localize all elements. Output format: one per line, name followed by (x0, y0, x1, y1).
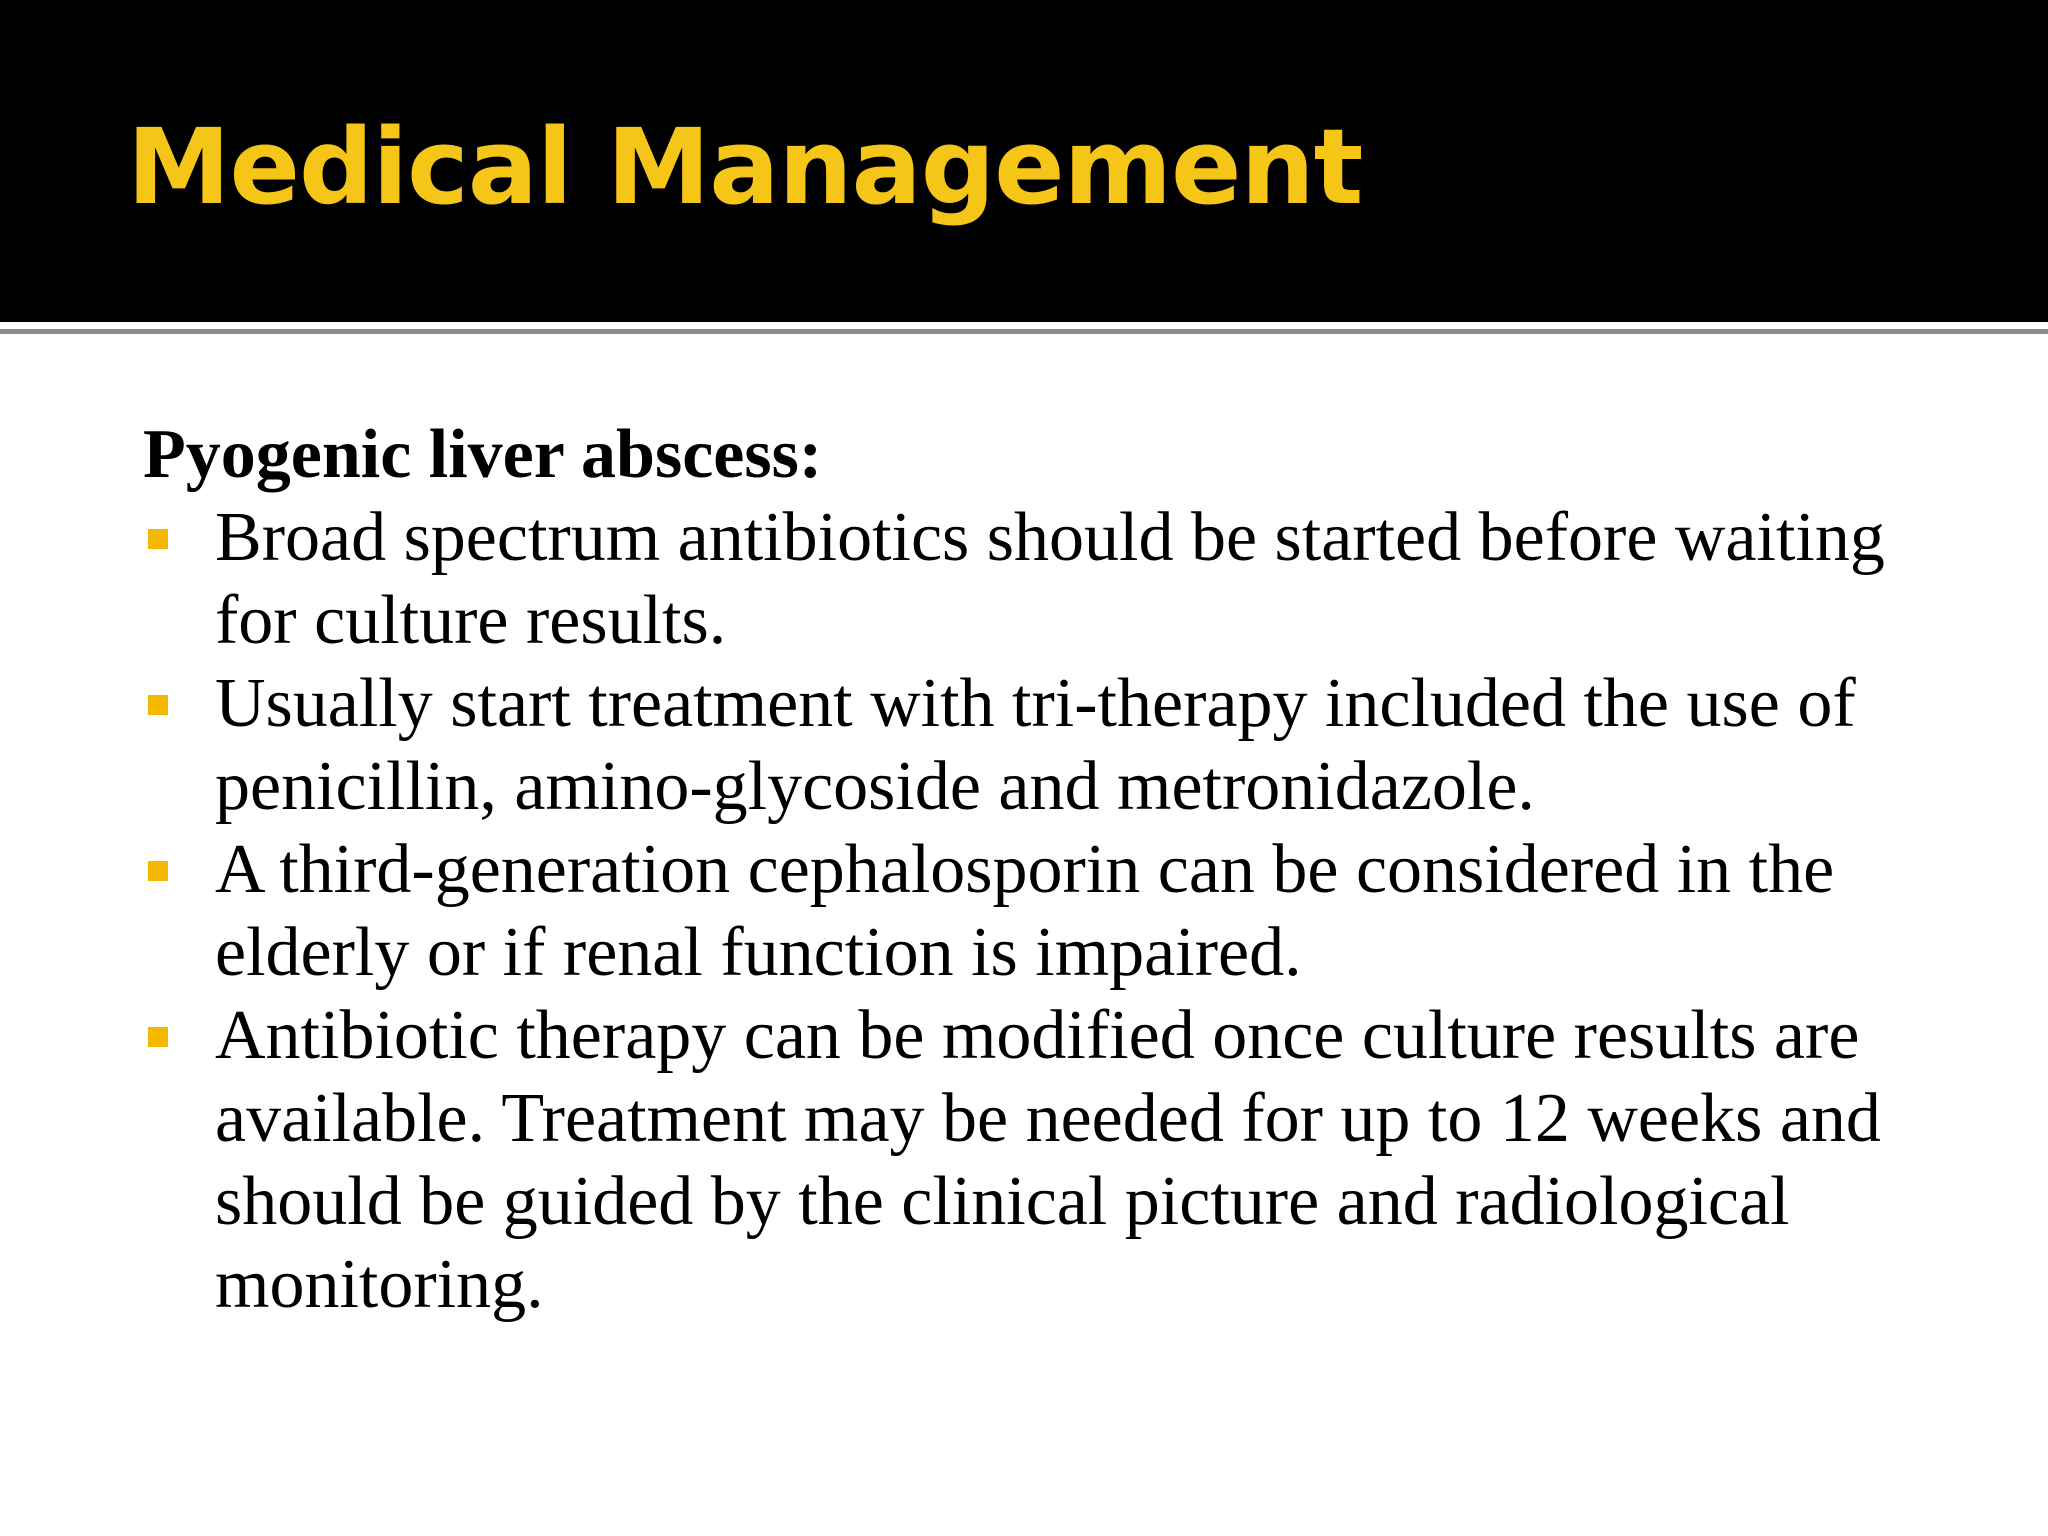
square-bullet-icon (148, 861, 168, 881)
bullet-text: Broad spectrum antibiotics should be started before waiting for culture results. (215, 499, 1885, 659)
section-subheading: Pyogenic liver abscess: (143, 416, 823, 493)
bullet-text: A third-generation cephalosporin can be considered in the elderly or if renal function is impaired. (215, 831, 1835, 991)
slide-title: Medical Management (127, 106, 1363, 228)
bullet-item (143, 994, 1943, 1326)
bullet-item (143, 662, 1943, 828)
title-divider-grey (0, 329, 2048, 334)
bullet-list (143, 496, 1943, 1326)
slide-body (143, 413, 1943, 1326)
title-bar (0, 0, 2048, 322)
bullet-text: Antibiotic therapy can be modified once culture results are available. Treatment may be needed for up to 12 weeks and should be guided by the clinical picture and radiological monitoring. (215, 997, 1881, 1323)
bullet-item (143, 496, 1943, 662)
square-bullet-icon (148, 695, 168, 715)
bullet-text: Usually start treatment with tri-therapy included the use of penicillin, amino-glycoside and metronidazole. (215, 665, 1856, 825)
square-bullet-icon (148, 1027, 168, 1047)
title-divider-white (0, 322, 2048, 327)
square-bullet-icon (148, 529, 168, 549)
bullet-item (143, 828, 1943, 994)
